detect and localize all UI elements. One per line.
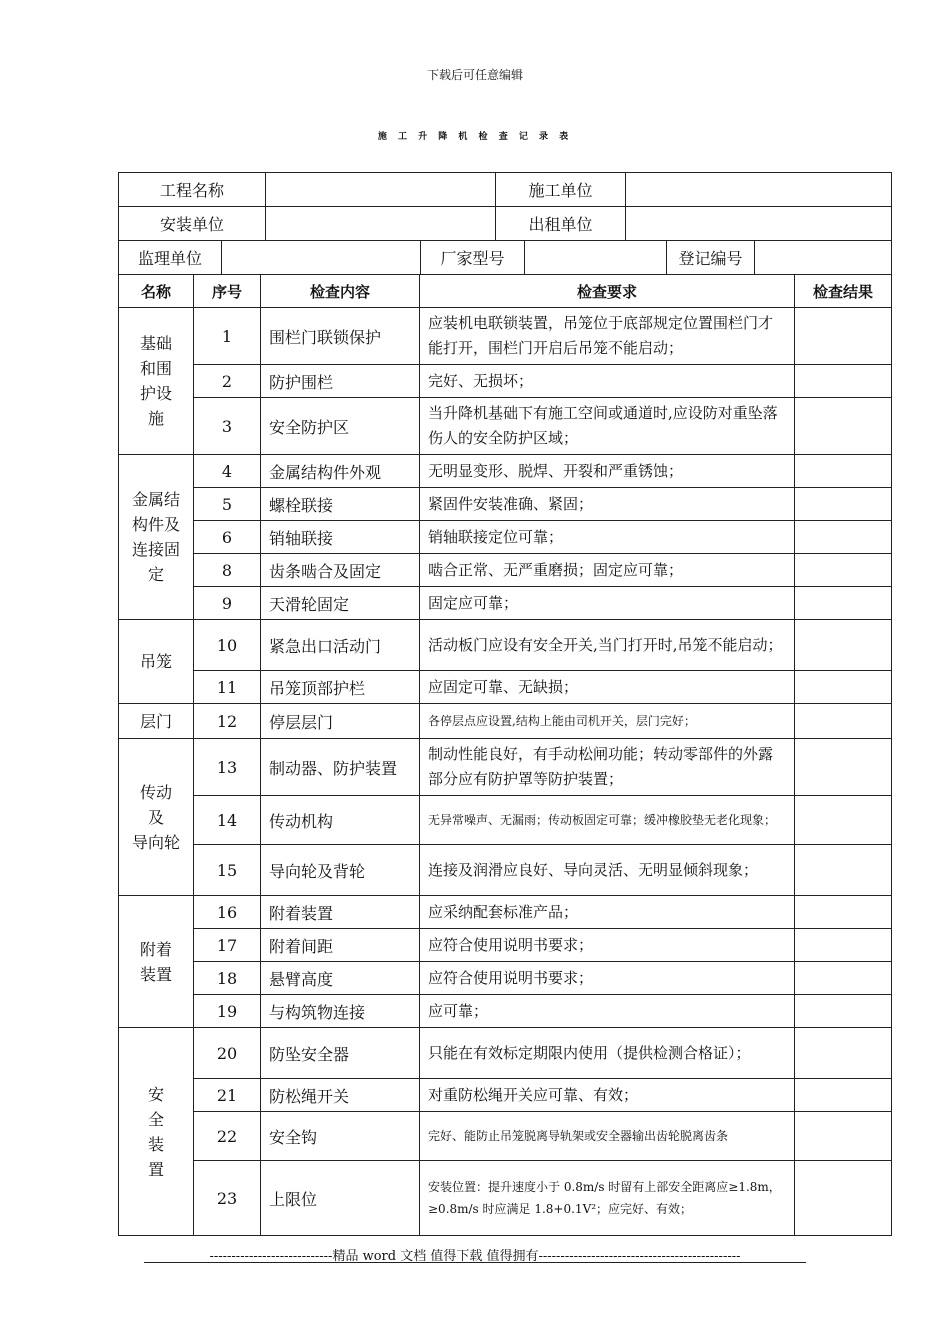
item-content: 安全防护区 — [261, 398, 420, 455]
registration-number-label: 登记编号 — [667, 241, 755, 275]
table-row — [119, 308, 892, 365]
column-header-name: 名称 — [119, 275, 194, 308]
table-row — [119, 554, 892, 587]
column-header-requirement: 检查要求 — [420, 275, 795, 308]
item-result-field[interactable] — [795, 1112, 892, 1161]
construction-unit-field[interactable] — [626, 173, 892, 207]
item-result-field[interactable] — [795, 554, 892, 587]
table-row — [119, 896, 892, 929]
construction-unit-label: 施工单位 — [496, 173, 626, 207]
item-result-field[interactable] — [795, 896, 892, 929]
item-content: 悬臂高度 — [261, 962, 420, 995]
item-result-field[interactable] — [795, 1161, 892, 1236]
item-requirement: 固定应可靠； — [420, 587, 795, 620]
item-requirement: 应符合使用说明书要求； — [420, 962, 795, 995]
inspection-table — [118, 274, 892, 1236]
item-requirement: 销轴联接定位可靠； — [420, 521, 795, 554]
item-content: 停层层门 — [261, 704, 420, 739]
table-row — [119, 1112, 892, 1161]
item-number: 6 — [194, 521, 261, 554]
table-row — [119, 455, 892, 488]
item-requirement: 制动性能良好，有手动松闸功能；转动零部件的外露部分应有防护罩等防护装置； — [420, 739, 795, 796]
item-requirement: 无异常噪声、无漏雨；传动板固定可靠；缓冲橡胶垫无老化现象； — [420, 796, 795, 845]
item-content: 与构筑物连接 — [261, 995, 420, 1028]
item-result-field[interactable] — [795, 962, 892, 995]
item-requirement: 应符合使用说明书要求； — [420, 929, 795, 962]
item-content: 制动器、防护装置 — [261, 739, 420, 796]
project-info-table-row3 — [118, 240, 892, 275]
item-number: 16 — [194, 896, 261, 929]
install-unit-field[interactable] — [266, 207, 496, 241]
table-row — [119, 962, 892, 995]
manufacturer-model-label: 厂家型号 — [421, 241, 525, 275]
item-number: 3 — [194, 398, 261, 455]
item-requirement: 当升降机基础下有施工空间或通道时,应设防对重坠落伤人的安全防护区域； — [420, 398, 795, 455]
table-row — [119, 739, 892, 796]
item-result-field[interactable] — [795, 704, 892, 739]
category-cell: 安 全 装 置 — [119, 1028, 194, 1236]
item-number: 5 — [194, 488, 261, 521]
item-content: 上限位 — [261, 1161, 420, 1236]
item-number: 2 — [194, 365, 261, 398]
item-number: 4 — [194, 455, 261, 488]
item-result-field[interactable] — [795, 1028, 892, 1079]
item-content: 防坠安全器 — [261, 1028, 420, 1079]
supervision-unit-label: 监理单位 — [119, 241, 222, 275]
item-result-field[interactable] — [795, 739, 892, 796]
item-content: 防护围栏 — [261, 365, 420, 398]
item-content: 安全钩 — [261, 1112, 420, 1161]
item-number: 9 — [194, 587, 261, 620]
item-requirement: 活动板门应设有安全开关,当门打开时,吊笼不能启动； — [420, 620, 795, 671]
info-row-3 — [119, 241, 892, 275]
column-header-content: 检查内容 — [261, 275, 420, 308]
item-requirement: 应采纳配套标准产品； — [420, 896, 795, 929]
supervision-unit-field[interactable] — [222, 241, 421, 275]
footer-text: ----------------------------精品 word 文档 值得下载 值得拥有---------------------------------------------- — [209, 1249, 741, 1264]
item-requirement: 只能在有效标定期限内使用（提供检测合格证）； — [420, 1028, 795, 1079]
inspection-table-header — [119, 275, 892, 308]
project-name-field[interactable] — [266, 173, 496, 207]
item-requirement: 啮合正常、无严重磨损；固定应可靠； — [420, 554, 795, 587]
category-cell: 基础 和围 护设 施 — [119, 308, 194, 455]
item-requirement: 各停层点应设置,结构上能由司机开关，层门完好； — [420, 704, 795, 739]
item-number: 23 — [194, 1161, 261, 1236]
table-row — [119, 704, 892, 739]
footer-divider — [144, 1262, 806, 1263]
item-result-field[interactable] — [795, 671, 892, 704]
item-result-field[interactable] — [795, 455, 892, 488]
info-row-2 — [119, 207, 892, 241]
project-info-table — [118, 172, 892, 241]
item-content: 附着间距 — [261, 929, 420, 962]
item-number: 15 — [194, 845, 261, 896]
item-number: 8 — [194, 554, 261, 587]
category-cell: 传动 及 导向轮 — [119, 739, 194, 896]
rental-unit-label: 出租单位 — [496, 207, 626, 241]
item-result-field[interactable] — [795, 587, 892, 620]
rental-unit-field[interactable] — [626, 207, 892, 241]
item-number: 11 — [194, 671, 261, 704]
item-content: 螺栓联接 — [261, 488, 420, 521]
table-row — [119, 845, 892, 896]
item-result-field[interactable] — [795, 521, 892, 554]
table-row — [119, 620, 892, 671]
table-row — [119, 995, 892, 1028]
item-number: 19 — [194, 995, 261, 1028]
item-requirement: 连接及润滑应良好、导向灵活、无明显倾斜现象； — [420, 845, 795, 896]
item-number: 22 — [194, 1112, 261, 1161]
header-note: 下载后可任意编辑 — [426, 68, 523, 82]
item-number: 14 — [194, 796, 261, 845]
table-row — [119, 398, 892, 455]
item-content: 防松绳开关 — [261, 1079, 420, 1112]
table-row — [119, 365, 892, 398]
item-result-field[interactable] — [795, 929, 892, 962]
item-content: 导向轮及背轮 — [261, 845, 420, 896]
item-requirement: 应固定可靠、无缺损； — [420, 671, 795, 704]
column-header-result: 检查结果 — [795, 275, 892, 308]
item-number: 21 — [194, 1079, 261, 1112]
item-result-field[interactable] — [795, 1079, 892, 1112]
item-content: 齿条啮合及固定 — [261, 554, 420, 587]
item-requirement: 紧固件安装准确、紧固； — [420, 488, 795, 521]
item-result-field[interactable] — [795, 995, 892, 1028]
item-content: 销轴联接 — [261, 521, 420, 554]
registration-number-field[interactable] — [755, 241, 892, 275]
category-cell: 层门 — [119, 704, 194, 739]
item-number: 13 — [194, 739, 261, 796]
inspection-table-body — [119, 308, 892, 1236]
item-result-field[interactable] — [795, 365, 892, 398]
item-content: 吊笼顶部护栏 — [261, 671, 420, 704]
project-name-label: 工程名称 — [119, 173, 266, 207]
item-number: 17 — [194, 929, 261, 962]
item-requirement: 完好、无损坏； — [420, 365, 795, 398]
item-content: 金属结构件外观 — [261, 455, 420, 488]
item-requirement: 完好、能防止吊笼脱离导轨架或安全器输出齿轮脱离齿条 — [420, 1112, 795, 1161]
item-result-field[interactable] — [795, 308, 892, 365]
item-number: 1 — [194, 308, 261, 365]
column-header-number: 序号 — [194, 275, 261, 308]
table-row — [119, 796, 892, 845]
item-number: 10 — [194, 620, 261, 671]
info-row-1 — [119, 173, 892, 207]
item-content: 紧急出口活动门 — [261, 620, 420, 671]
item-content: 附着装置 — [261, 896, 420, 929]
table-row — [119, 671, 892, 704]
install-unit-label: 安装单位 — [119, 207, 266, 241]
table-row — [119, 1028, 892, 1079]
item-requirement: 安装位置：提升速度小于 0.8m/s 时留有上部安全距离应≥1.8m， ≥0.8m/s 时应满足 1.8+0.1V²；应完好、有效； — [420, 1161, 795, 1236]
table-row — [119, 488, 892, 521]
item-result-field[interactable] — [795, 398, 892, 455]
document-title: 施 工 升 降 机 检 查 记 录 表 — [377, 132, 573, 142]
table-row — [119, 1079, 892, 1112]
item-requirement: 对重防松绳开关应可靠、有效； — [420, 1079, 795, 1112]
category-cell: 附着 装置 — [119, 896, 194, 1028]
item-content: 围栏门联锁保护 — [261, 308, 420, 365]
item-result-field[interactable] — [795, 796, 892, 845]
item-content: 天滑轮固定 — [261, 587, 420, 620]
table-row — [119, 521, 892, 554]
item-requirement: 无明显变形、脱焊、开裂和严重锈蚀； — [420, 455, 795, 488]
item-result-field[interactable] — [795, 620, 892, 671]
table-row — [119, 1161, 892, 1236]
item-number: 20 — [194, 1028, 261, 1079]
category-cell: 吊笼 — [119, 620, 194, 704]
manufacturer-model-field[interactable] — [525, 241, 667, 275]
table-row — [119, 587, 892, 620]
item-number: 18 — [194, 962, 261, 995]
item-result-field[interactable] — [795, 845, 892, 896]
table-row — [119, 929, 892, 962]
category-cell: 金属结 构件及 连接固 定 — [119, 455, 194, 620]
item-requirement: 应装机电联锁装置，吊笼位于底部规定位置围栏门才能打开，围栏门开启后吊笼不能启动； — [420, 308, 795, 365]
item-requirement: 应可靠； — [420, 995, 795, 1028]
item-result-field[interactable] — [795, 488, 892, 521]
item-content: 传动机构 — [261, 796, 420, 845]
item-number: 12 — [194, 704, 261, 739]
